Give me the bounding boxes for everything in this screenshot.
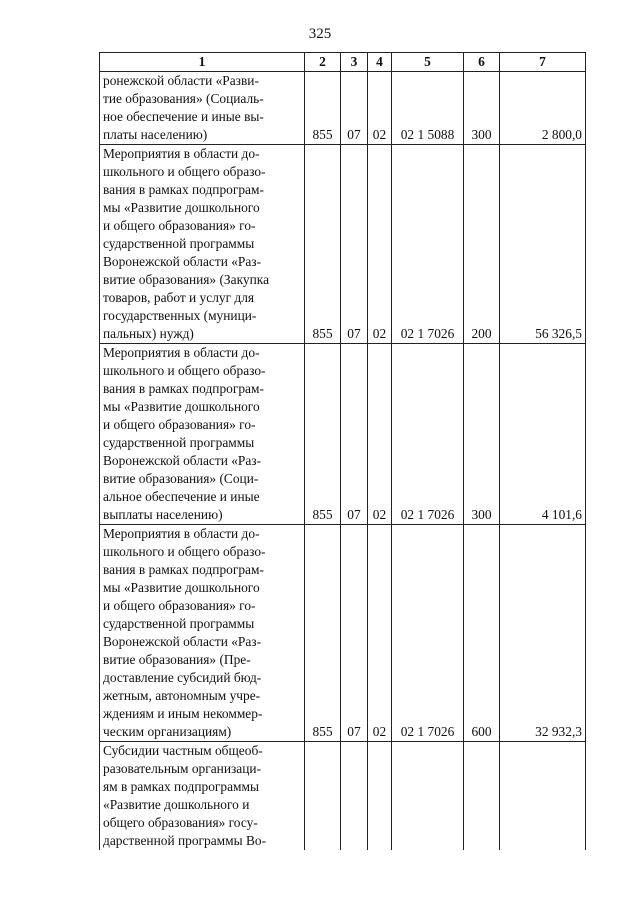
description-line: и общего образования» го- [103, 218, 256, 233]
column-header-2: 2 [305, 53, 341, 72]
description-line: государственных (муници- [103, 308, 257, 323]
section-code-cell [341, 742, 368, 851]
table-row [100, 525, 586, 742]
target-article-cell: 02 1 7026 [392, 525, 464, 742]
table-row [100, 344, 586, 525]
description-line: дарственной программы Во- [103, 833, 267, 848]
description-line: ждениям и иным некоммер- [103, 706, 263, 721]
table-row [100, 742, 586, 851]
chapter-code-cell: 855 [305, 344, 341, 525]
description-line: вания в рамках подпрограм- [103, 562, 264, 577]
description-line: «Развитие дошкольного и [103, 797, 250, 812]
page-number: 325 [308, 26, 332, 42]
section-code-cell: 07 [341, 525, 368, 742]
description-line: выплаты населению) [103, 507, 223, 522]
description-line: сударственной программы [103, 236, 255, 251]
description-line: товаров, работ и услуг для [103, 290, 255, 305]
subsection-code-cell: 02 [368, 145, 392, 344]
target-article-cell [392, 742, 464, 851]
row-description [100, 72, 305, 145]
description-line: сударственной программы [103, 616, 255, 631]
description-line: общего образования» госу- [103, 815, 258, 830]
subsection-code-cell: 02 [368, 72, 392, 145]
description-line: ческим организациям) [103, 724, 232, 739]
chapter-code-cell: 855 [305, 72, 341, 145]
amount-cell [500, 742, 586, 851]
description-line: ное обеспечение и иные вы- [103, 109, 264, 124]
description-line: ям в рамках подпрограммы [103, 779, 259, 794]
header-row [100, 53, 586, 72]
expense-type-cell: 200 [464, 145, 500, 344]
description-line: жетным, автономным учре- [103, 688, 261, 703]
description-line: и общего образования» го- [103, 417, 256, 432]
column-header-6: 6 [464, 53, 500, 72]
description-line: Воронежской области «Раз- [103, 453, 262, 468]
row-description [100, 344, 305, 525]
amount-cell: 4 101,6 [500, 344, 586, 525]
section-code-cell: 07 [341, 344, 368, 525]
description-line: пальных) нужд) [103, 326, 194, 341]
column-header-7: 7 [500, 53, 586, 72]
description-line: Воронежской области «Раз- [103, 254, 262, 269]
column-header-4: 4 [368, 53, 392, 72]
description-line: мы «Развитие дошкольного [103, 580, 260, 595]
amount-cell: 56 326,5 [500, 145, 586, 344]
description-line: Мероприятия в области до- [103, 345, 260, 360]
row-description [100, 742, 305, 851]
expense-type-cell: 300 [464, 72, 500, 145]
column-header-3: 3 [341, 53, 368, 72]
description-line: Субсидии частным общеоб- [103, 743, 263, 758]
description-line: доставление субсидий бюд- [103, 670, 262, 685]
description-line: мы «Развитие дошкольного [103, 399, 260, 414]
row-description [100, 525, 305, 742]
chapter-code-cell: 855 [305, 525, 341, 742]
column-header-1: 1 [100, 53, 305, 72]
description-line: разовательным организаци- [103, 761, 262, 776]
description-line: школьного и общего образо- [103, 363, 266, 378]
description-line: вания в рамках подпрограм- [103, 182, 264, 197]
subsection-code-cell [368, 742, 392, 851]
description-line: школьного и общего образо- [103, 164, 266, 179]
description-line: Воронежской области «Раз- [103, 634, 262, 649]
table-row [100, 72, 586, 145]
description-line: школьного и общего образо- [103, 544, 266, 559]
amount-cell: 2 800,0 [500, 72, 586, 145]
description-line: сударственной программы [103, 435, 255, 450]
description-line: платы населению) [103, 127, 208, 142]
subsection-code-cell: 02 [368, 525, 392, 742]
subsection-code-cell: 02 [368, 344, 392, 525]
description-line: Мероприятия в области до- [103, 146, 260, 161]
section-code-cell: 07 [341, 72, 368, 145]
table-row [100, 145, 586, 344]
description-line: ронежской области «Разви- [103, 73, 259, 88]
description-line: Мероприятия в области до- [103, 526, 260, 541]
budget-table [99, 52, 586, 850]
description-line: альное обеспечение и иные [103, 489, 260, 504]
description-line: витие образования» (Пре- [103, 652, 251, 667]
target-article-cell: 02 1 5088 [392, 72, 464, 145]
column-header-5: 5 [392, 53, 464, 72]
expense-type-cell: 300 [464, 344, 500, 525]
chapter-code-cell [305, 742, 341, 851]
row-description [100, 145, 305, 344]
description-line: мы «Развитие дошкольного [103, 200, 260, 215]
amount-cell: 32 932,3 [500, 525, 586, 742]
description-line: тие образования» (Социаль- [103, 91, 264, 106]
target-article-cell: 02 1 7026 [392, 145, 464, 344]
expense-type-cell [464, 742, 500, 851]
description-line: вания в рамках подпрограм- [103, 381, 264, 396]
description-line: и общего образования» го- [103, 598, 256, 613]
description-line: витие образования» (Соци- [103, 471, 259, 486]
target-article-cell: 02 1 7026 [392, 344, 464, 525]
chapter-code-cell: 855 [305, 145, 341, 344]
description-line: витие образования» (Закупка [103, 272, 270, 287]
section-code-cell: 07 [341, 145, 368, 344]
expense-type-cell: 600 [464, 525, 500, 742]
